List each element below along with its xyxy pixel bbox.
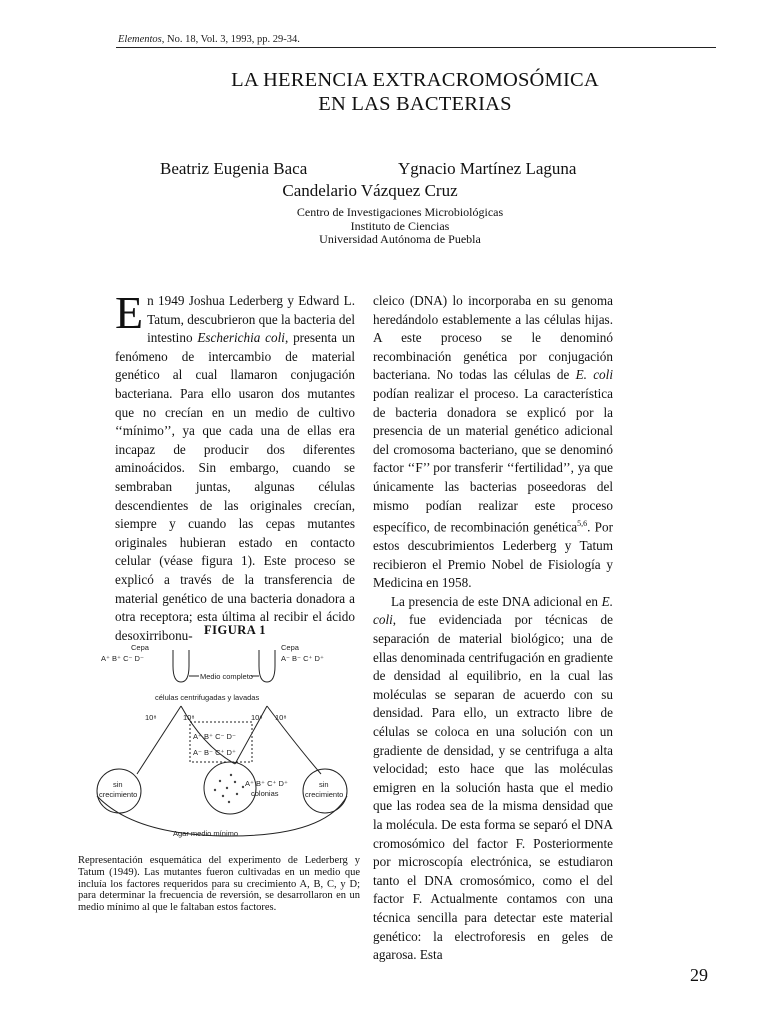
strain-right-genotype: A⁻ B⁻ C⁺ D⁺ [281, 654, 324, 663]
colony-dot [230, 774, 232, 776]
colony-dot [214, 789, 216, 791]
plate-colonies [204, 762, 256, 814]
no-growth-label-right-1: sin [319, 780, 329, 789]
text-run: , presenta un fenómeno de intercambio de material genético al cual llamaron conjugación bacteriana. Para ello usaron dos mutantes que no crecían en un medio de cultivo ‘‘mínimo’’, ya que cada una de ellas era incapaz de producir dos diferentes aminoácidos. Sin embargo, cuando se sembraban juntas, algunas células descendientes de las originales crecían, siempre y cuando las cepas mutantes originales hubieran estado en contacto celular (véase figura 1). Este proceso se explicó a través de la transferencia de material genético de una bacteria donadora a otra receptora; esta última al recibir el ácido desoxirribonu- [115, 330, 356, 643]
author-1: Beatriz Eugenia Baca [160, 159, 308, 178]
author-3: Candelario Vázquez Cruz [282, 181, 458, 200]
text-run: n 1949 Joshua Lederberg y Edward L. Tatum, descubrieron que la bacteria del intestino [147, 293, 355, 346]
colony-dot [242, 786, 244, 788]
colony-dot [234, 781, 236, 783]
figure-diagram [85, 636, 365, 846]
body-column-left [115, 287, 356, 645]
affiliation-line-3: Universidad Autónoma de Puebla [319, 232, 481, 246]
test-tube-right [259, 650, 275, 682]
paragraph [373, 292, 613, 593]
colony-dot [236, 793, 238, 795]
cell-count-1: 10⁸ [145, 713, 157, 722]
text-run: . Por estos descubrimientos Lederberg y Tatum recibieron el Premio Nobel de Fisiología y Medicina en 1958. [373, 519, 613, 591]
species-name: E. coli [575, 367, 613, 383]
affiliation-line-1: Centro de Investigaciones Microbiológicas [296, 205, 504, 219]
text-run: podían realizar el proceso. La característica de bacteria donadora se explicó por la presencia de un material genético adicional del cromosoma bacteriano, que se denominó factor ‘‘F’’ por transferir ‘‘fertilidad’’, ya que únicamente las bacterias poseedoras del mismo podían realizar este proceso específico, de recombinación genética [373, 385, 613, 535]
no-growth-label-left-1: sin [113, 780, 123, 789]
title-line-1: LA HERENCIA EXTRACROMOSÓMICA [231, 69, 599, 91]
mixed-genotype-2: A⁻ B⁻ C⁺ D⁺ [193, 748, 236, 757]
colony-dot [219, 780, 221, 782]
reference-superscript: 5,6 [577, 519, 588, 529]
species-name: E. coli [373, 593, 613, 628]
figure-caption: Representación esquemática del experimento de Lederberg y Tatum (1949). Las mutantes fueron cultivadas en un medio que incluía los factores requeridos para su crecimiento A, B, C, y D; para determinar la frecuencia de reversión, se desarrollaron en un medio mínimo al que le faltaban estos factores. [78, 855, 360, 914]
page-number: 29 [690, 965, 708, 985]
minimal-agar-label: Agar medio mínimo [173, 829, 239, 838]
cell-count-3: 10⁸ [251, 713, 263, 722]
author-2: Ygnacio Martínez Laguna [398, 159, 577, 178]
washed-cells-label: células centrifugadas y lavadas [155, 693, 260, 702]
colony-dots [214, 774, 244, 803]
cell-count-4: 10⁸ [275, 713, 287, 722]
colonies-label: colonias [251, 789, 279, 798]
affiliation [150, 206, 650, 247]
strain-left-label: Cepa [131, 643, 149, 652]
affiliation-line-2: Instituto de Ciencias [350, 218, 450, 233]
complete-medium-label: Medio completo [200, 672, 253, 681]
cell-count-2: 10⁸ [183, 713, 195, 722]
paragraph [373, 593, 613, 965]
text-run: , fue evidenciada por técnicas de separación de material biológico; una de ellas denominada centrifugación en gradiente de densidad al equilibrio, en la cual las moléculas se separan de acuerdo con su densidad. Para ello, un extracto libre de células se coloca en una solución con un gradiente de densidad, y se centrifuga a alta velocidad; esto hace que las moléculas emigren en la solución hasta que el medio que las rodea sea de la misma densidad que la molécula. De esta forma se separó el DNA cromosómico del factor F. Posteriormente por microscopía electrónica, se estudiaron tanto el DNA cromosómico, como el del factor F. Actualmente contamos con una técnica sencilla para detectar este material genético: la electroforesis en geles de agarosa. Esta [373, 612, 613, 963]
colony-dot [222, 795, 224, 797]
article-title [110, 68, 720, 116]
mixed-genotype-1: A⁺ B⁺ C⁻ D⁻ [193, 732, 236, 741]
colony-dot [228, 801, 230, 803]
text-run: La presencia de este DNA adicional en [391, 593, 602, 609]
running-header [118, 34, 300, 45]
body-column-right [373, 292, 613, 965]
header-rule [116, 47, 716, 48]
transfer-line-2 [137, 706, 181, 774]
figure-title: FIGURA 1 [204, 623, 266, 637]
no-growth-label-right-2: crecimiento [305, 790, 344, 799]
title-line-2: EN LAS BACTERIAS [318, 93, 512, 115]
no-growth-label-left-2: crecimiento [99, 790, 138, 799]
test-tube-left [173, 650, 189, 682]
drop-cap: E [115, 287, 144, 338]
strain-right-label: Cepa [281, 643, 299, 652]
text-run: cleico (DNA) lo incorporaba en su genoma heredándolo establemente a las células hijas. A este proceso se le denominó recombinación genética por conjugación bacteriana. No todas las células de [373, 293, 613, 383]
colony-dot [226, 787, 228, 789]
recombinant-genotype: A⁺ B⁺ C⁺ D⁺ [245, 779, 288, 788]
journal-citation: , No. 18, Vol. 3, 1993, pp. 29-34. [161, 34, 300, 45]
strain-left-genotype: A⁺ B⁺ C⁻ D⁻ [101, 654, 144, 663]
paragraph [115, 287, 356, 645]
journal-name: Elementos [118, 34, 162, 45]
species-name: Escherichia coli [197, 330, 285, 346]
